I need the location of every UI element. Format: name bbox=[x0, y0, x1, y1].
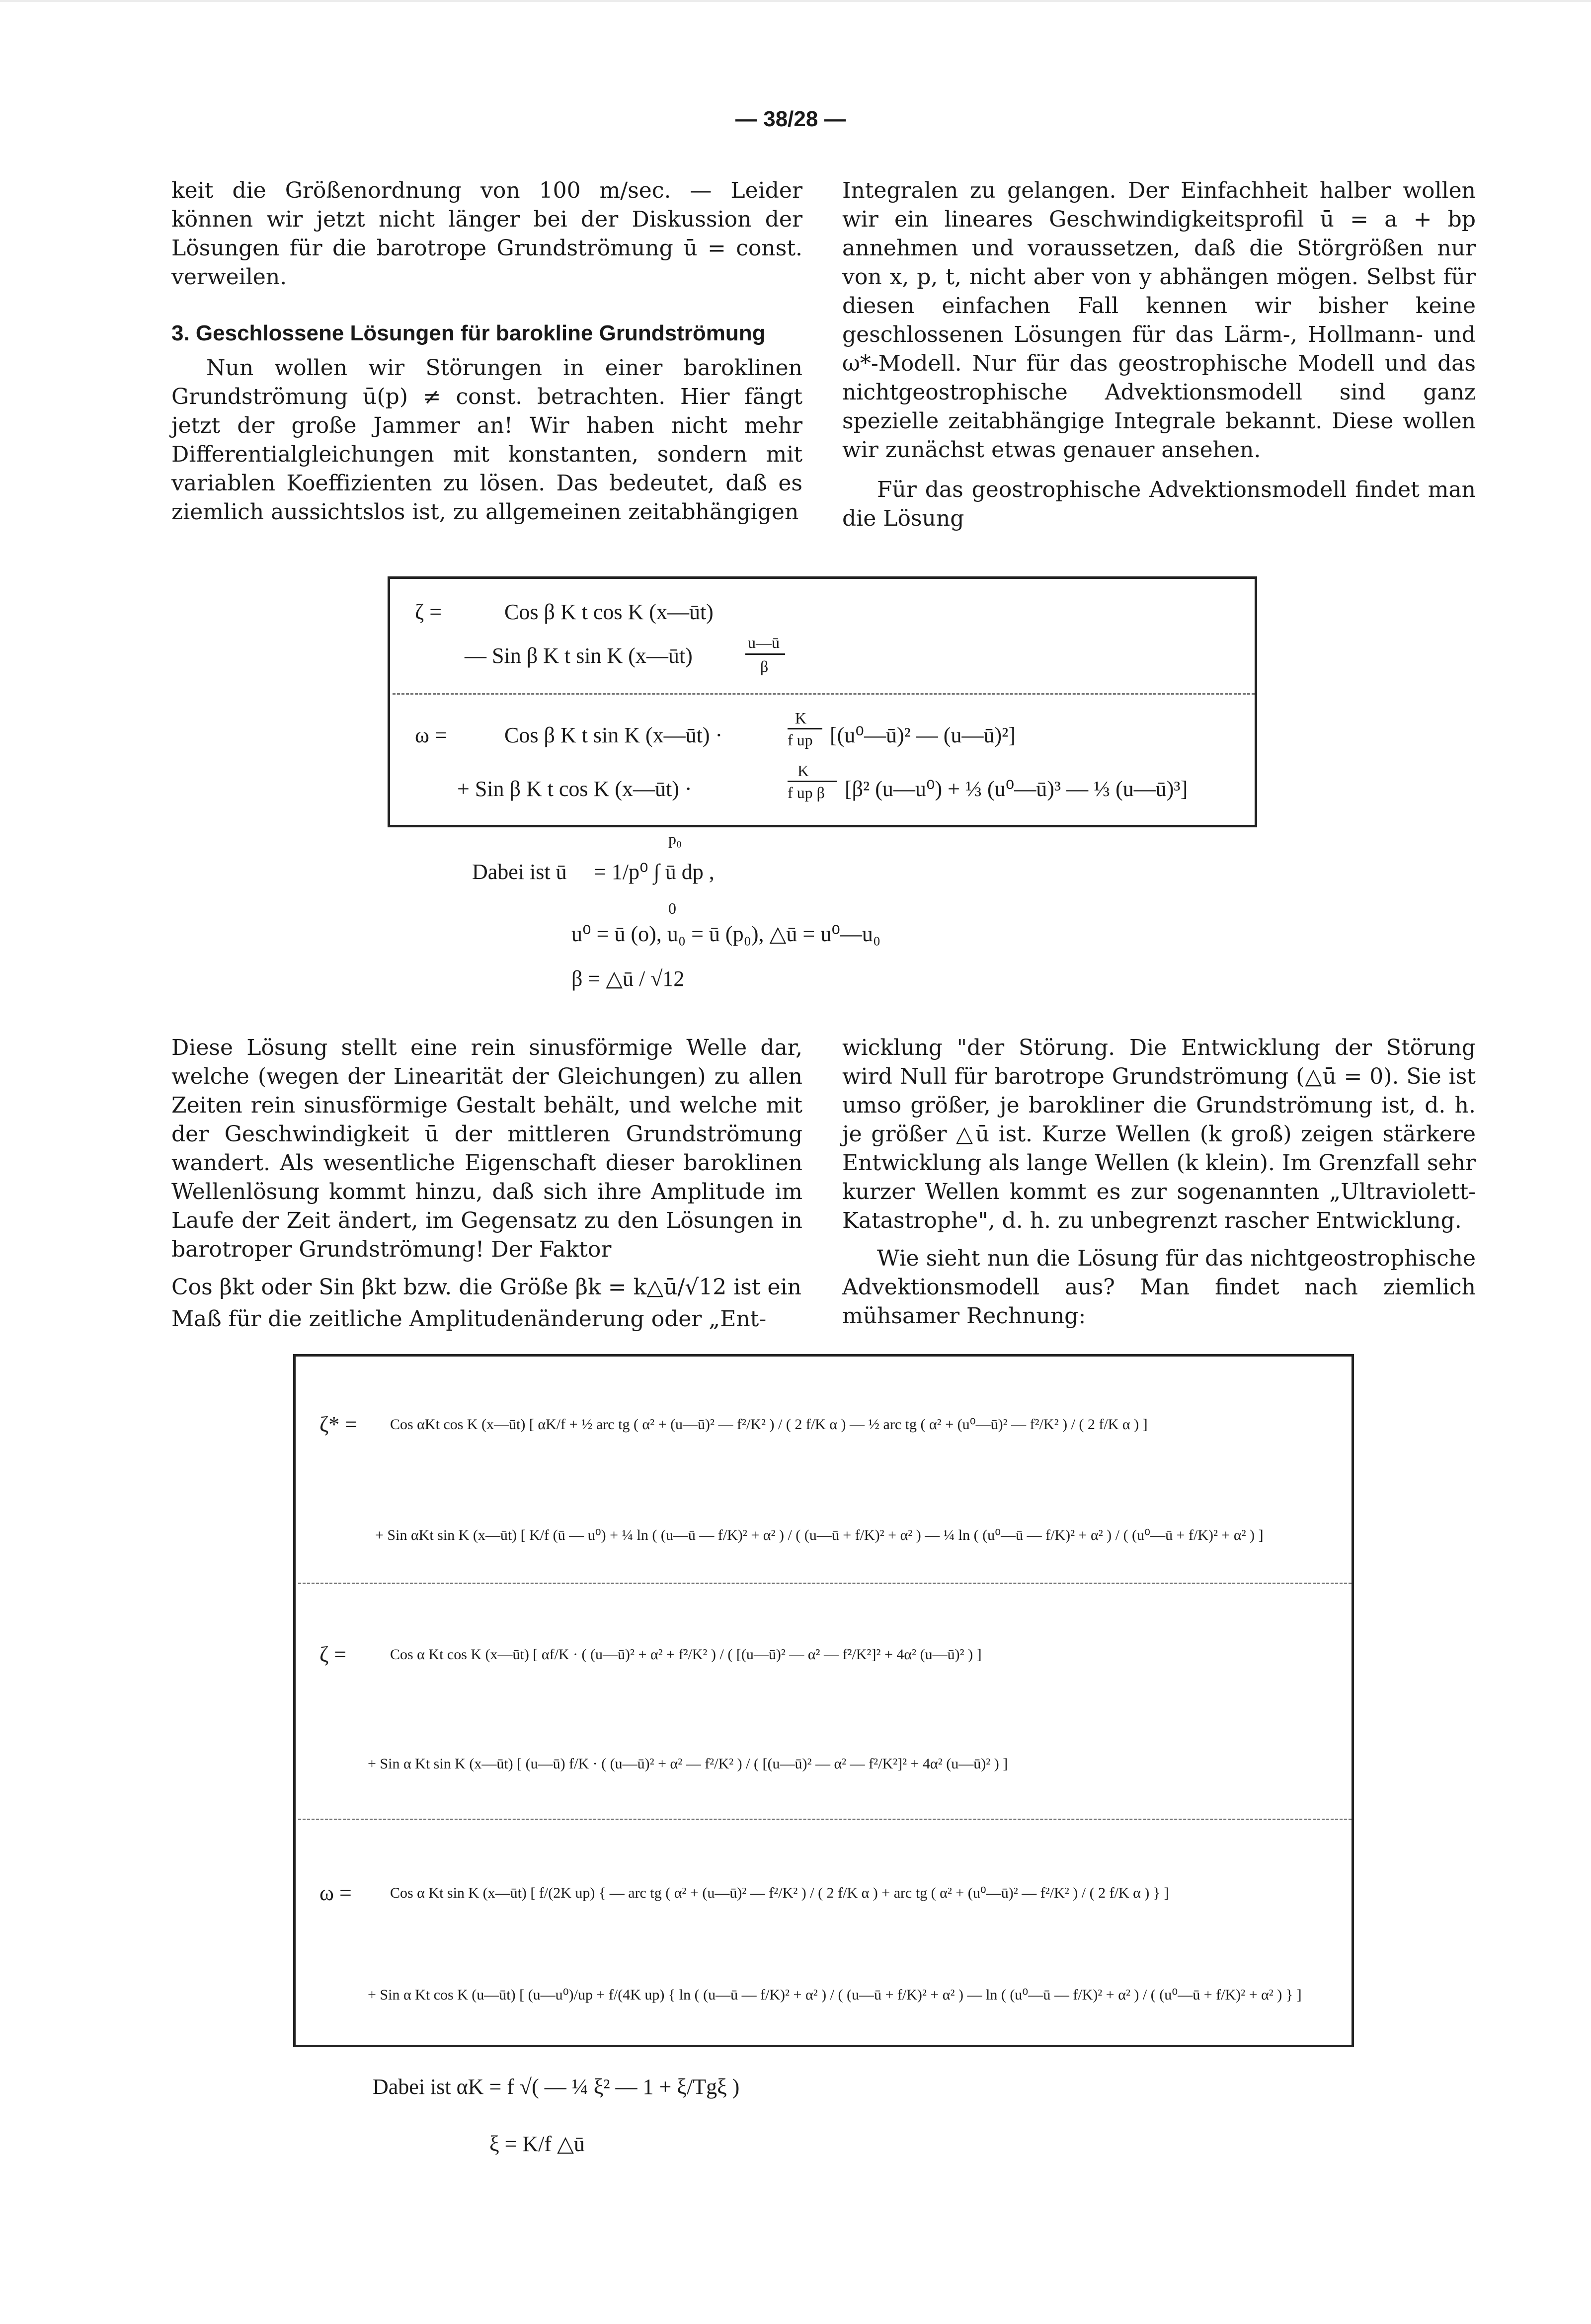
paragraph-4: Für das geostrophische Advektionsmodell findet man die Lösung bbox=[842, 477, 1476, 531]
zeta-fraction-den: β bbox=[760, 657, 769, 675]
box2-divider-2 bbox=[298, 1819, 1352, 1820]
paragraph-3: Integralen zu gelangen. Der Einfachheit halber wollen wir ein lineares Geschwindigkeitsprofil ū = a + bp annehmen und voraussetzen, daß die Störgrößen nur von x, p, t, nicht aber von y abhängen mögen. Selbst für diesen einfachen Fall kennen wir bisher keine geschlossenen Lösungen für das Lärm-, Hollmann- und ω*-Modell. Nur für das geostrophische Modell und das nichtgeostrophische Advektionsmodell sind ganz spezielle zeitabhängige Integrale bekannt. Diese wollen wir zunächst etwas genauer ansehen. bbox=[842, 178, 1476, 463]
paragraph-2: Nun wollen wir Störungen in einer baroklinen Grundströmung ū(p) ≠ const. betrachten. Hier fängt jetzt der große Jammer an! Wir haben nicht mehr Differentialgleichungen mit konstanten, sondern mit variablen Koeffizienten zu lösen. Das bedeutet, daß es ziemlich aussichtslos ist, zu allgemeinen zeitabhängigen bbox=[171, 355, 802, 525]
page-number: — 38/28 — bbox=[735, 107, 846, 131]
omega-2-num: K bbox=[797, 762, 809, 780]
omega-2-line-1: Cos α Kt sin K (x—ūt) [ f/(2K up) { — arc tg ( α² + (u—ū)² — f²/K² ) / ( 2 f/K α ) + arc tg ( α² + (u⁰—ū)² — f²/K² ) / ( 2 f/K α ) } ] bbox=[390, 1885, 1169, 1901]
box1-divider bbox=[393, 693, 1255, 695]
paragraph-5: Diese Lösung stellt eine rein sinusförmige Welle dar, welche (wegen der Linearität der Gleichungen) zu allen Zeiten rein sinusförmige Gestalt behält, und welche mit der Geschwindigkeit ū der mittleren Grundströmung wandert. Als wesentliche Eigenschaft dieser baroklinen Wellenlösung kommt hinzu, daß sich ihre Amplitude im Laufe der Zeit ändert, im Gegensatz zu den Lösungen in barotroper Grundströmung! Der Faktor bbox=[171, 1035, 802, 1262]
omega-line-2b: [β² (u—u⁰) + ⅓ (u⁰—ū)³ — ⅓ (u—ū)³] bbox=[845, 777, 1188, 801]
box2-divider-1 bbox=[298, 1583, 1352, 1584]
zeta-star-line-2: + Sin αKt sin K (x—ūt) [ K/f (ū — u⁰) + ¼ ln ( (u—ū — f/K)² + α² ) / ( (u—ū + f/K)² + α² ) — ¼ ln ( (u⁰—ū — f/K)² + α² ) / ( (u⁰—ū + f/K)² + α² ) ] bbox=[375, 1527, 1264, 1543]
zeta-star-line-1: Cos αKt cos K (x—ūt) [ αK/f + ½ arc tg ( α² + (u—ū)² — f²/K² ) / ( 2 f/K α ) — ½ arc tg ( α² + (u⁰—ū)² — f²/K² ) / ( 2 f/K α ) ] bbox=[390, 1416, 1148, 1433]
defs1-label: Dabei ist ū bbox=[472, 860, 567, 884]
zeta-symbol: ζ = bbox=[415, 600, 442, 624]
paragraph-6: wicklung "der Störung. Die Entwicklung der Störung wird Null für barotrope Grundströmung (△ū = 0). Sie ist umso größer, je barokliner die Grundströmung ist, d. h. je größer △ū ist. Kurze Wellen (k groß) zeigen stärkere Entwicklung als lange Wellen (k klein). Im Grenzfall sehr kurzer Wellen kommt es zur sogenannten „Ultraviolett-Katastrophe", d. h. zu unbegrenzt rascher Entwicklung. bbox=[842, 1035, 1476, 1233]
scan-top-edge bbox=[0, 0, 1591, 2]
zeta-fraction-num: u—ū bbox=[748, 634, 780, 651]
omega-line-1b: [(u⁰—ū)² — (u—ū)²] bbox=[830, 723, 1016, 747]
defs1-lower-limit: 0 bbox=[668, 899, 676, 917]
defs2-line-2: ξ = K/f △ū bbox=[489, 2132, 585, 2156]
omega-line-1a: Cos β K t sin K (x—ūt) · bbox=[504, 723, 723, 747]
defs1-line-2: u⁰ = ū (o), u₀ = ū (p₀), △ū = u⁰—u₀ bbox=[571, 922, 881, 946]
zeta-2-line-1: Cos α Kt cos K (x—ūt) [ αf/K · ( (u—ū)² + α² + f²/K² ) / ( [(u—ū)² — α² — f²/K²]² + 4α² (u—ū)² ) ] bbox=[390, 1646, 982, 1663]
paragraph-5-line-c: Maß für die zeitliche Amplitudenänderung oder „Ent- bbox=[171, 1306, 767, 1332]
omega-symbol: ω = bbox=[415, 723, 447, 747]
zeta-star-symbol: ζ* = bbox=[319, 1412, 358, 1437]
right-column-lower bbox=[842, 1034, 1476, 1331]
right-column-upper bbox=[842, 176, 1476, 533]
omega-1-den: f up bbox=[788, 731, 813, 749]
paragraph-7: Wie sieht nun die Lösung für das nichtgeostrophische Advektionsmodell aus? Man findet nach ziemlich mühsamer Rechnung: bbox=[842, 1246, 1476, 1329]
zeta-symbol-2: ζ = bbox=[319, 1642, 347, 1667]
formula-box-advection bbox=[293, 1354, 1354, 2047]
omega-symbol-2: ω = bbox=[319, 1881, 352, 1905]
section-heading: 3. Geschlossene Lösungen für barokline Grundströmung bbox=[171, 321, 766, 345]
omega-1-bar bbox=[788, 728, 822, 729]
left-column-lower bbox=[171, 1034, 802, 1334]
formula-box-geostrophic bbox=[388, 576, 1257, 827]
zeta-line-1: Cos β K t cos K (x—ūt) bbox=[504, 600, 714, 624]
omega-line-2a: + Sin β K t cos K (x—ūt) · bbox=[457, 777, 692, 801]
paragraph-5-line-b: Cos βkt oder Sin βkt bzw. die Größe βk = k△ū/√12 ist ein bbox=[171, 1275, 802, 1300]
omega-2-line-2: + Sin α Kt cos K (u—ūt) [ (u—u⁰)/up + f/(4K up) { ln ( (u—ū — f/K)² + α² ) / ( (u—ū + f/K)² + α² ) — ln ( (u⁰—ū — f/K)² + α² ) / ( (u⁰—ū + f/K)² + α² ) } ] bbox=[368, 1987, 1302, 2003]
zeta-line-2: — Sin β K t sin K (x—ūt) bbox=[465, 643, 693, 668]
left-column-upper bbox=[171, 176, 802, 527]
zeta-2-line-2: + Sin α Kt sin K (x—ūt) [ (u—ū) f/K · ( (u—ū)² + α² — f²/K² ) / ( [(u—ū)² — α² — f²/K²]² + 4α² (u—ū)² ) ] bbox=[368, 1756, 1008, 1772]
paragraph-1: keit die Größenordnung von 100 m/sec. — Leider können wir jetzt nicht länger bei der Diskussion der Lösungen für die barotrope Grundströmung ū = const. verweilen. bbox=[171, 178, 802, 290]
defs1-upper-limit: p₀ bbox=[668, 830, 682, 848]
defs2-line-1: Dabei ist αK = f √( — ¼ ξ² — 1 + ξ/Tgξ ) bbox=[373, 2075, 740, 2099]
omega-2-den: f up β bbox=[788, 784, 825, 801]
defs1-line-3: β = △ū / √12 bbox=[571, 966, 685, 991]
omega-1-num: K bbox=[795, 709, 807, 727]
zeta-fraction-bar bbox=[745, 653, 785, 655]
omega-2-bar bbox=[788, 781, 837, 782]
defs1-line-1: = 1/p⁰ ∫ ū dp , bbox=[594, 860, 715, 884]
